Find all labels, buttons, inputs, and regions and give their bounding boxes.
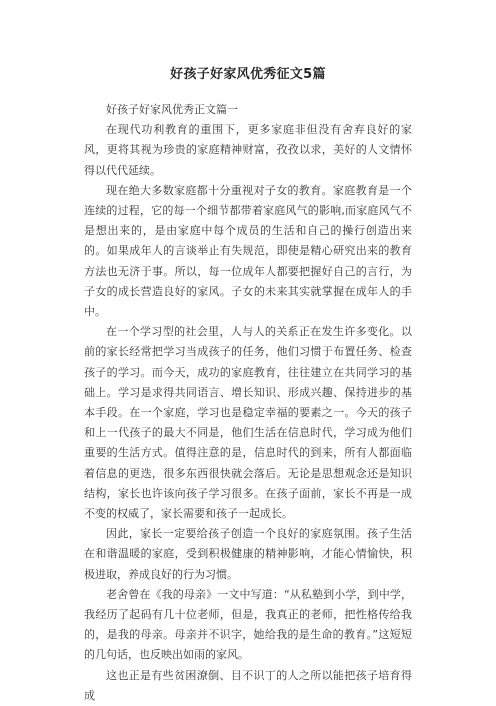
- paragraph: 老舍曾在《我的母亲》一文中写道：“从私塾到小学，到中学，我经历了起码有几十位老师，但是，我真正的老师，把性格传给我的，是我的母亲。母亲并不识字，她给我的是生命的教育。”这短短的几句话，也反映出如雨的家风。: [84, 587, 412, 662]
- section-heading: 好孩子好家风优秀正文篇一: [106, 103, 238, 116]
- document-title: 好孩子好家风优秀征文5篇: [170, 67, 326, 82]
- paragraph: 因此，家长一定要给孩子创造一个良好的家庭氛围。孩子生活在和谐温暖的家庭，受到积极健康的精神影响，才能心情愉快，积极进取，养成良好的行为习惯。: [84, 527, 412, 581]
- paragraph: 在一个学习型的社会里，人与人的关系正在发生许多变化。以前的家长经常把学习当成孩子的任务，他们习惯于布置任务、检查孩子的学习。而今天，成功的家庭教育，往往建立在共同学习的基础上。学习是求得共同语言、增长知识、形成兴趣、保持进步的基本手段。在一个家庭，学习也是稳定幸福的要素之一。今天的孩子和上一代孩子的最大不同是，他们生活在信息时代，学习成为他们重要的生活方式。值得注意的是，信息时代的到来，所有人都面临着信息的更迭，很多东西很快就会落后。无论是思想观念还是知识结构，家长也许该向孩子学习很多。在孩子面前，家长不再是一成不变的权威了，家长需要和孩子一起成长。: [84, 325, 412, 521]
- paragraph: 在现代功利教育的重围下，更多家庭非但没有舍弃良好的家风，更将其视为珍贵的家庭精神财富，孜孜以求，美好的人文情怀得以代代延续。: [84, 123, 412, 177]
- paragraph: 这也正是有些贫困潦倒、目不识丁的人之所以能把孩子培育得成: [84, 668, 412, 702]
- paragraph: 现在绝大多数家庭都十分重视对子女的教育。家庭教育是一个连续的过程，它的每一个细节都带着家庭风气的影响,而家庭风气不是想出来的，是由家庭中每个成员的生活和自己的操行创造出来的。如果成年人的言谈举止有失规范，即使是精心研究出来的教育方法也无济于事。所以，每一位成年人都要把握好自己的言行，为子女的成长营造良好的家风。子女的未来其实就掌握在成年人的手中。: [84, 183, 412, 319]
